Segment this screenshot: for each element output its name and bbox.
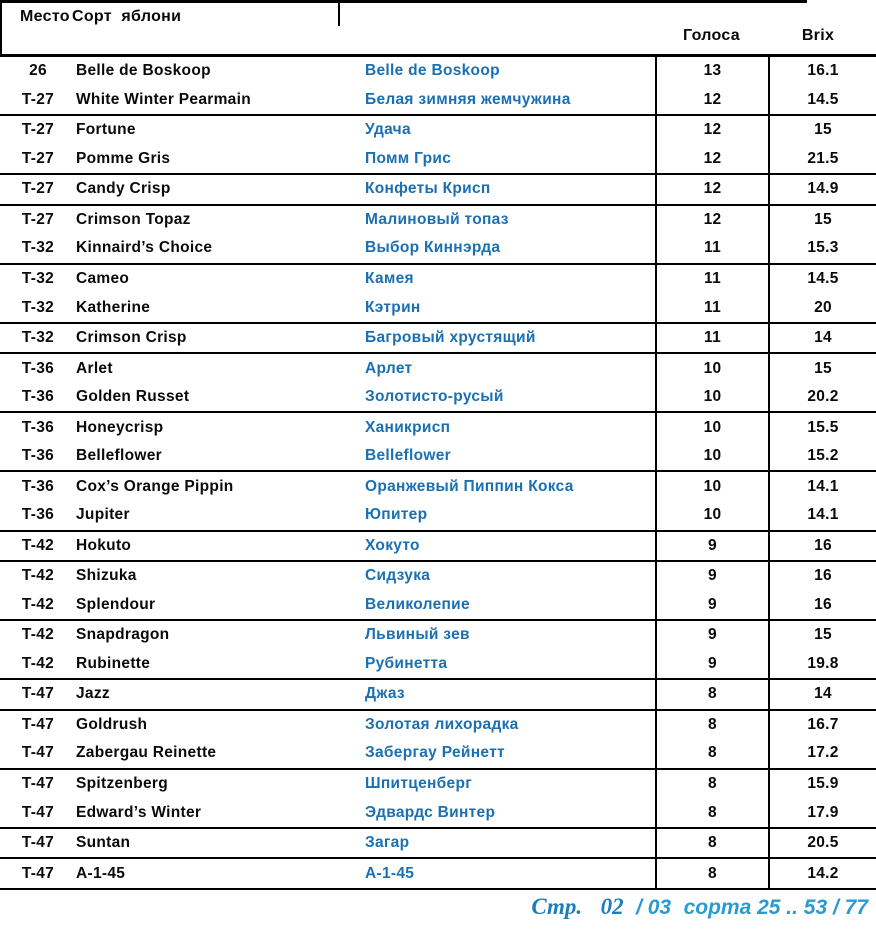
variety-translation-cell: А-1-45 [365, 864, 415, 882]
place-cell: T-27 [21, 210, 55, 228]
place-cell: T-47 [21, 744, 55, 762]
variety-name-cell: Candy Crisp [76, 180, 171, 198]
brix-cell: 15 [768, 621, 876, 650]
footer-range-label: сорта 25 .. 53 / 77 [683, 896, 868, 919]
column-header-brix: Brix [801, 27, 835, 44]
variety-name-cell: Hokuto [76, 536, 132, 554]
variety-translation-cell: Юпитер [365, 506, 428, 524]
footer-page-total: / 03 [636, 896, 672, 919]
place-cell: T-36 [21, 477, 55, 495]
place-cell: T-27 [21, 121, 55, 139]
variety-translation-cell: Золотая лихорадка [365, 715, 519, 733]
table-row [0, 265, 876, 294]
variety-name-cell: Jupiter [76, 506, 130, 524]
variety-translation-cell: Белая зимняя жемчужина [365, 90, 571, 108]
place-cell: T-47 [21, 775, 55, 793]
votes-cell: 9 [655, 591, 768, 620]
votes-cell: 8 [655, 829, 768, 858]
table-row [0, 145, 876, 176]
place-cell: T-36 [21, 359, 55, 377]
brix-cell: 15 [768, 206, 876, 235]
table-row [0, 680, 876, 711]
variety-name-cell: Snapdragon [76, 626, 170, 644]
variety-translation-cell: Багровый хрустящий [365, 329, 536, 347]
brix-cell: 14 [768, 324, 876, 353]
votes-cell: 10 [655, 383, 768, 412]
variety-translation-cell: Удача [365, 121, 411, 139]
variety-translation-cell: Забергау Рейнетт [365, 744, 505, 762]
variety-name-cell: Shizuka [76, 567, 137, 585]
variety-name-cell: Crimson Crisp [76, 329, 187, 347]
votes-cell: 10 [655, 413, 768, 442]
table-row [0, 739, 876, 770]
votes-cell: 11 [655, 324, 768, 353]
variety-name-cell: Honeycrisp [76, 418, 164, 436]
table-row [0, 532, 876, 563]
variety-name-cell: Crimson Topaz [76, 210, 191, 228]
variety-name-cell: Kinnaird’s Choice [76, 239, 213, 257]
place-cell: T-27 [21, 90, 55, 108]
brix-cell: 15.2 [768, 442, 876, 471]
variety-name-cell: Cox’s Orange Pippin [76, 477, 234, 495]
brix-cell: 17.9 [768, 798, 876, 827]
column-header-variety: Сорт яблони [72, 8, 182, 25]
variety-translation-cell: Золотисто-русый [365, 388, 504, 406]
variety-translation-cell: Хокуто [365, 536, 420, 554]
page-footer [531, 894, 868, 920]
brix-cell: 16.7 [768, 711, 876, 740]
votes-cell: 8 [655, 739, 768, 768]
votes-cell: 8 [655, 859, 768, 888]
brix-cell: 15 [768, 354, 876, 383]
votes-cell: 10 [655, 501, 768, 530]
place-cell: T-47 [21, 803, 55, 821]
table-row [0, 829, 876, 860]
brix-cell: 14.5 [768, 86, 876, 115]
place-cell: T-27 [21, 149, 55, 167]
place-cell: T-47 [21, 715, 55, 733]
variety-translation-cell: Выбор Киннэрда [365, 239, 501, 257]
variety-name-cell: Cameo [76, 269, 130, 287]
variety-name-cell: Belle de Boskoop [76, 62, 211, 80]
votes-cell: 8 [655, 770, 768, 799]
table-row [0, 562, 876, 591]
variety-name-cell: Zabergau Reinette [76, 744, 217, 762]
variety-name-cell: Edward’s Winter [76, 803, 202, 821]
brix-cell: 15 [768, 116, 876, 145]
place-cell: T-42 [21, 567, 55, 585]
table-row [0, 711, 876, 740]
brix-cell: 16 [768, 591, 876, 620]
table-row [0, 86, 876, 117]
table-row [0, 175, 876, 206]
variety-translation-cell: Великолепие [365, 595, 470, 613]
brix-cell: 15.9 [768, 770, 876, 799]
brix-cell: 20.5 [768, 829, 876, 858]
place-cell: T-32 [21, 298, 55, 316]
variety-name-cell: Katherine [76, 298, 151, 316]
place-cell: T-42 [21, 536, 55, 554]
variety-translation-cell: Конфеты Крисп [365, 180, 491, 198]
votes-cell: 12 [655, 145, 768, 174]
table-row [0, 206, 876, 235]
table-row [0, 354, 876, 383]
variety-name-cell: White Winter Pearmain [76, 90, 251, 108]
variety-translation-cell: Рубинетта [365, 654, 448, 672]
variety-name-cell: Spitzenberg [76, 775, 169, 793]
votes-cell: 9 [655, 650, 768, 679]
variety-translation-cell: Ханикрисп [365, 418, 451, 436]
header-cell-divider [338, 0, 340, 26]
table-row [0, 234, 876, 265]
variety-name-cell: Golden Russet [76, 388, 190, 406]
table-row [0, 413, 876, 442]
votes-cell: 9 [655, 562, 768, 591]
votes-cell: 9 [655, 621, 768, 650]
brix-cell: 14.5 [768, 265, 876, 294]
votes-cell: 12 [655, 86, 768, 115]
footer-page-label: Стр. [531, 894, 583, 919]
table-row [0, 324, 876, 355]
table-row [0, 859, 876, 890]
brix-cell: 19.8 [768, 650, 876, 679]
variety-name-cell: Belleflower [76, 447, 162, 465]
brix-cell: 16 [768, 532, 876, 561]
table-row [0, 501, 876, 532]
votes-cell: 10 [655, 472, 768, 501]
variety-translation-cell: Малиновый топаз [365, 210, 509, 228]
table-row [0, 472, 876, 501]
place-cell: T-32 [21, 239, 55, 257]
votes-cell: 9 [655, 532, 768, 561]
variety-translation-cell: Эдвардс Винтер [365, 803, 496, 821]
variety-translation-cell: Джаз [365, 685, 405, 703]
votes-cell: 12 [655, 175, 768, 204]
votes-cell: 12 [655, 116, 768, 145]
votes-cell: 8 [655, 798, 768, 827]
votes-cell: 10 [655, 442, 768, 471]
place-cell: T-47 [21, 834, 55, 852]
brix-cell: 15.3 [768, 234, 876, 263]
column-header-place: Место [20, 8, 70, 25]
top-rule [0, 0, 807, 3]
variety-translation-cell: Помм Грис [365, 149, 452, 167]
rankings-table-body [0, 57, 876, 890]
place-cell: T-47 [21, 864, 55, 882]
place-cell: T-27 [21, 180, 55, 198]
table-row [0, 770, 876, 799]
table-row [0, 116, 876, 145]
variety-name-cell: Goldrush [76, 715, 148, 733]
brix-cell: 16 [768, 562, 876, 591]
votes-cell: 13 [655, 57, 768, 86]
place-cell: T-42 [21, 626, 55, 644]
variety-name-cell: Rubinette [76, 654, 151, 672]
table-row [0, 293, 876, 324]
column-header-votes: Голоса [683, 27, 740, 44]
votes-cell: 8 [655, 711, 768, 740]
variety-name-cell: Jazz [76, 685, 110, 703]
variety-translation-cell: Кэтрин [365, 298, 421, 316]
brix-cell: 14.1 [768, 501, 876, 530]
place-cell: T-47 [21, 685, 55, 703]
place-cell: T-42 [21, 654, 55, 672]
table-row [0, 650, 876, 681]
variety-translation-cell: Сидзука [365, 567, 431, 585]
variety-translation-cell: Belleflower [365, 447, 451, 465]
place-cell: T-32 [21, 329, 55, 347]
variety-name-cell: Fortune [76, 121, 136, 139]
brix-cell: 14.2 [768, 859, 876, 888]
place-cell: T-42 [21, 595, 55, 613]
place-cell: T-36 [21, 506, 55, 524]
votes-cell: 11 [655, 265, 768, 294]
variety-name-cell: Pomme Gris [76, 149, 171, 167]
brix-cell: 21.5 [768, 145, 876, 174]
variety-name-cell: Suntan [76, 834, 131, 852]
table-row [0, 442, 876, 473]
place-cell: T-32 [21, 269, 55, 287]
place-cell: T-36 [21, 388, 55, 406]
votes-cell: 12 [655, 206, 768, 235]
brix-cell: 14 [768, 680, 876, 709]
table-row [0, 591, 876, 622]
brix-cell: 14.1 [768, 472, 876, 501]
variety-translation-cell: Загар [365, 834, 410, 852]
left-rule [0, 0, 2, 54]
variety-name-cell: Splendour [76, 595, 156, 613]
footer-page-current: 02 [600, 894, 624, 919]
variety-translation-cell: Арлет [365, 359, 413, 377]
brix-cell: 20.2 [768, 383, 876, 412]
table-row [0, 57, 876, 86]
brix-cell: 15.5 [768, 413, 876, 442]
place-cell: T-36 [21, 447, 55, 465]
variety-translation-cell: Шпитценберг [365, 775, 472, 793]
variety-translation-cell: Belle de Boskoop [365, 62, 500, 80]
place-cell: T-36 [21, 418, 55, 436]
votes-cell: 11 [655, 234, 768, 263]
brix-cell: 14.9 [768, 175, 876, 204]
variety-name-cell: Arlet [76, 359, 113, 377]
variety-translation-cell: Оранжевый Пиппин Кокса [365, 477, 574, 495]
votes-cell: 8 [655, 680, 768, 709]
brix-cell: 16.1 [768, 57, 876, 86]
table-row [0, 798, 876, 829]
place-cell: 26 [29, 62, 47, 80]
brix-cell: 17.2 [768, 739, 876, 768]
variety-translation-cell: Львиный зев [365, 626, 470, 644]
variety-name-cell: A-1-45 [76, 864, 126, 882]
brix-cell: 20 [768, 293, 876, 322]
variety-translation-cell: Камея [365, 269, 414, 287]
table-row [0, 383, 876, 414]
table-row [0, 621, 876, 650]
votes-cell: 11 [655, 293, 768, 322]
votes-cell: 10 [655, 354, 768, 383]
